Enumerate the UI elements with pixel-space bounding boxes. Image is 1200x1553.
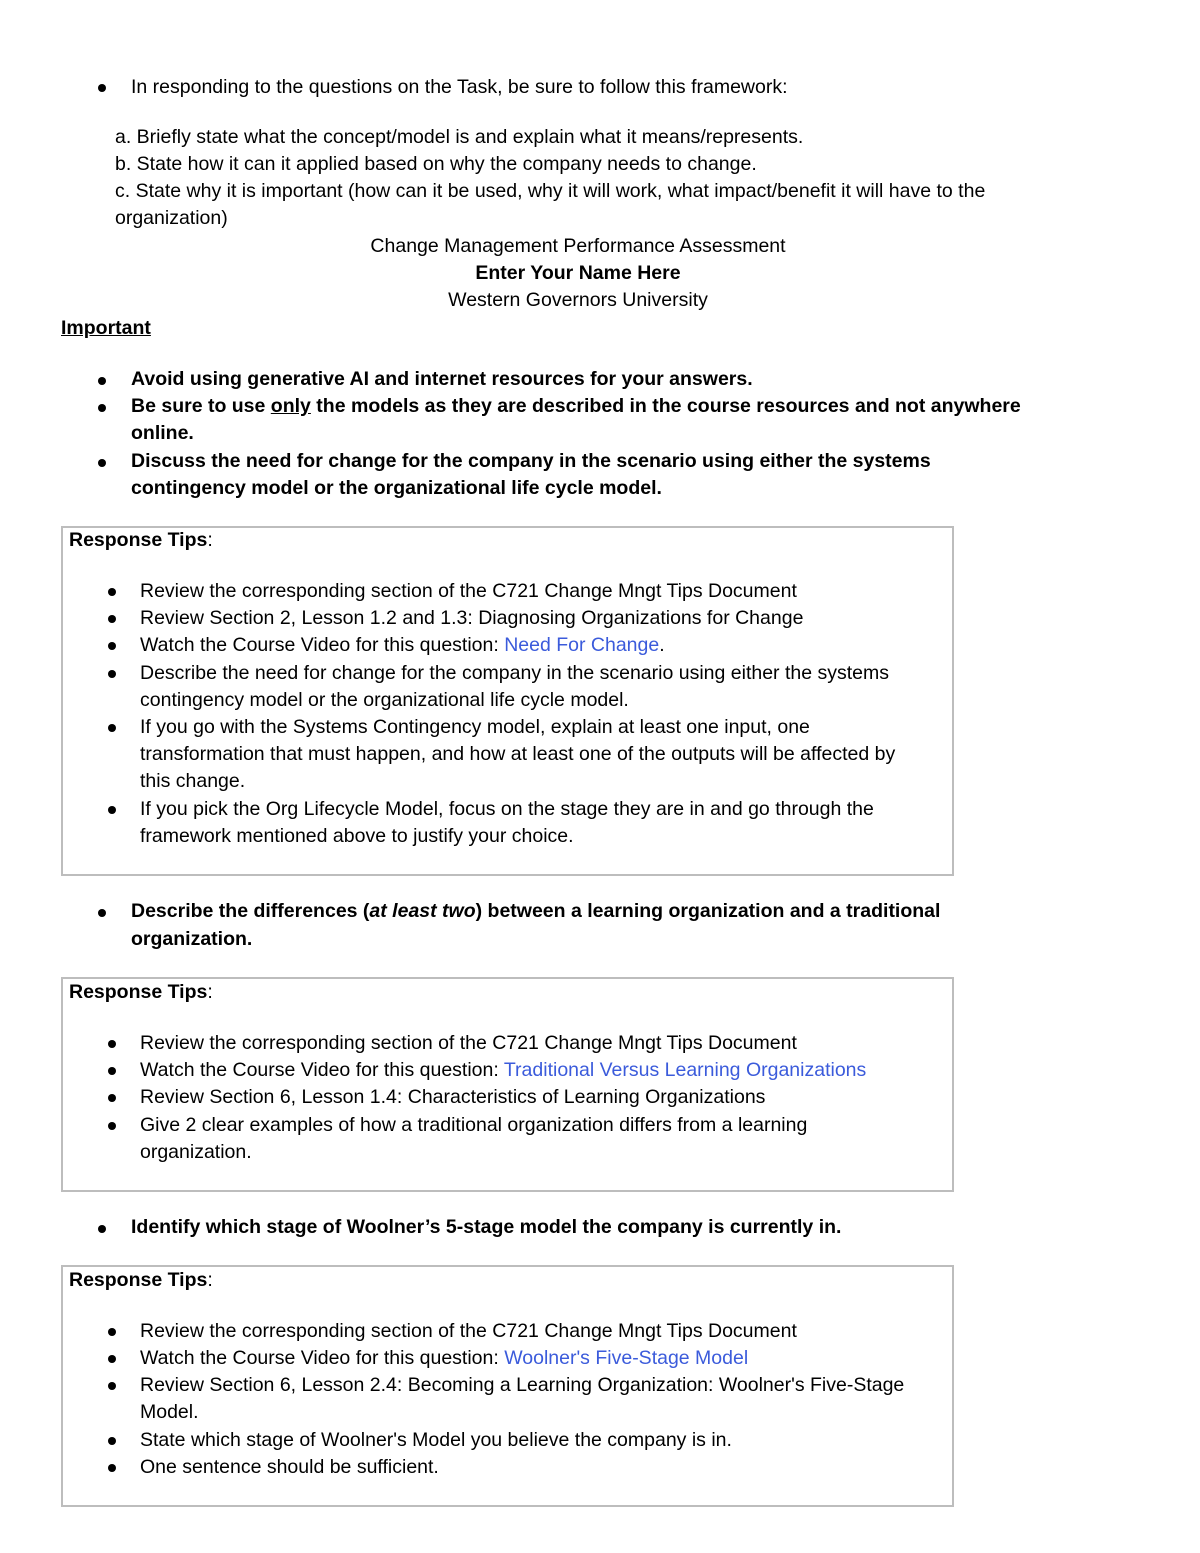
box3-tip-4: State which stage of Woolner's Model you believe the company is in.: [140, 1429, 732, 1451]
box2-tip-2: [140, 1057, 866, 1084]
bullet-icon: [108, 1067, 116, 1075]
colon: :: [207, 981, 213, 1003]
colon: :: [207, 1269, 213, 1291]
bullet-icon: [108, 588, 116, 596]
box3-tip-1: Review the corresponding section of the C721 Change Mngt Tips Document: [140, 1320, 797, 1342]
question-2-line1: [131, 898, 940, 925]
response-tips-label-3: [69, 1267, 213, 1294]
bullet-icon: [108, 1382, 116, 1390]
box1-tip-5-line1: If you go with the Systems Contingency model, explain at least one input, one: [140, 716, 810, 738]
response-tips-title: Response Tips: [69, 981, 208, 1003]
important-item-2-post: the models as they are described in the course resources and not anywhere: [310, 395, 1021, 417]
important-item-3-line1: Discuss the need for change for the company in the scenario using either the systems: [131, 450, 931, 472]
need-for-change-link[interactable]: Need For Change: [504, 634, 660, 656]
bullet-icon: [108, 642, 116, 650]
framework-c-line1: c. State why it is important (how can it be used, why it will work, what impact/benefit it will have to the: [115, 180, 986, 202]
important-item-3-line2: contingency model or the organizational life cycle model.: [131, 477, 662, 499]
bullet-icon: [108, 1328, 116, 1336]
box1-tip-4-line2: contingency model or the organizational life cycle model.: [140, 689, 629, 711]
bullet-icon: [98, 377, 106, 385]
bullet-icon: [108, 1437, 116, 1445]
bullet-icon: [98, 84, 106, 92]
bullet-icon: [98, 909, 106, 917]
box3-tip-5: One sentence should be sufficient.: [140, 1456, 439, 1478]
framework-b: b. State how it can it applied based on why the company needs to change.: [115, 153, 757, 175]
traditional-vs-learning-link[interactable]: Traditional Versus Learning Organizations: [503, 1059, 867, 1081]
important-item-2-line2: online.: [131, 422, 194, 444]
author-name: Enter Your Name Here: [475, 262, 681, 284]
period: .: [659, 634, 665, 656]
q2-post: ) between a learning organization and a traditional: [475, 900, 941, 922]
box2-tip-1: Review the corresponding section of the C721 Change Mngt Tips Document: [140, 1032, 797, 1054]
bullet-icon: [108, 724, 116, 732]
box3-tip-3-line1: Review Section 6, Lesson 2.4: Becoming a Learning Organization: Woolner's Five-Stage: [140, 1374, 905, 1396]
response-tips-label-2: [69, 979, 213, 1006]
response-tips-title: Response Tips: [69, 1269, 208, 1291]
bullet-icon: [108, 615, 116, 623]
box1-tip-2: Review Section 2, Lesson 1.2 and 1.3: Diagnosing Organizations for Change: [140, 607, 804, 629]
box1-tip-1: Review the corresponding section of the C721 Change Mngt Tips Document: [140, 580, 797, 602]
bullet-icon: [108, 1355, 116, 1363]
box1-tip-4-line1: Describe the need for change for the company in the scenario using either the systems: [140, 662, 889, 684]
response-tips-label-1: [69, 527, 213, 554]
box1-tip-3-text: Watch the Course Video for this question:: [140, 634, 505, 656]
bullet-icon: [108, 1464, 116, 1472]
important-item-1: Avoid using generative AI and internet resources for your answers.: [131, 368, 753, 390]
important-item-2-only: only: [270, 395, 311, 417]
bullet-icon: [98, 404, 106, 412]
box2-tip-4-line1: Give 2 clear examples of how a traditional organization differs from a learning: [140, 1114, 808, 1136]
bullet-icon: [98, 459, 106, 467]
important-heading: Important: [61, 317, 151, 339]
bullet-icon: [108, 1094, 116, 1102]
framework-a: a. Briefly state what the concept/model is and explain what it means/represents.: [115, 126, 804, 148]
bullet-icon: [98, 1225, 106, 1233]
box1-tip-3: [140, 632, 665, 659]
framework-c-line2: organization): [115, 207, 228, 229]
intro-bullet-text: In responding to the questions on the Task, be sure to follow this framework:: [131, 76, 788, 98]
box1-tip-5-line3: this change.: [140, 770, 246, 792]
bullet-icon: [108, 670, 116, 678]
question-2-line2: organization.: [131, 928, 253, 950]
doc-title: Change Management Performance Assessment: [370, 235, 786, 257]
box3-tip-2: [140, 1345, 748, 1372]
bullet-icon: [108, 806, 116, 814]
response-tips-title: Response Tips: [69, 529, 208, 551]
colon: :: [207, 529, 213, 551]
box3-tip-2-text: Watch the Course Video for this question:: [140, 1347, 505, 1369]
box2-tip-4-line2: organization.: [140, 1141, 252, 1163]
box1-tip-5-line2: transformation that must happen, and how at least one of the outputs will be affected by: [140, 743, 896, 765]
box2-tip-2-text: Watch the Course Video for this question:: [140, 1059, 504, 1081]
box1-tip-6-line2: framework mentioned above to justify your choice.: [140, 825, 574, 847]
question-3: Identify which stage of Woolner’s 5-stage model the company is currently in.: [131, 1216, 842, 1238]
important-item-2: [131, 393, 1021, 420]
woolner-model-link[interactable]: Woolner's Five-Stage Model: [504, 1347, 749, 1369]
box2-tip-3: Review Section 6, Lesson 1.4: Characteristics of Learning Organizations: [140, 1086, 766, 1108]
important-item-2-pre: Be sure to use: [131, 395, 271, 417]
box3-tip-3-line2: Model.: [140, 1401, 199, 1423]
q2-emphasis: at least two: [369, 900, 476, 922]
bullet-icon: [108, 1040, 116, 1048]
institution: Western Governors University: [448, 289, 708, 311]
box1-tip-6-line1: If you pick the Org Lifecycle Model, focus on the stage they are in and go through the: [140, 798, 874, 820]
bullet-icon: [108, 1122, 116, 1130]
q2-pre: Describe the differences (: [131, 900, 370, 922]
